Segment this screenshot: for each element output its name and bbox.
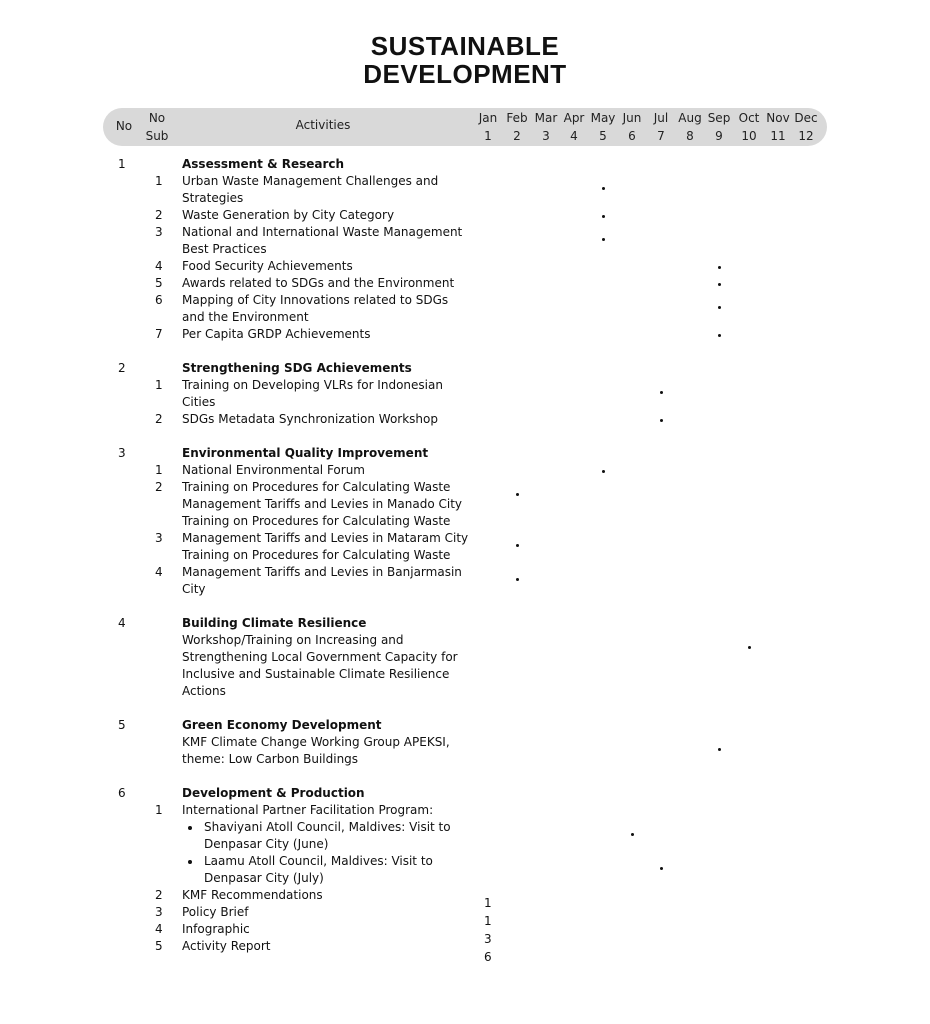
jan-column-value: 6: [484, 950, 492, 964]
schedule-marker: [602, 215, 605, 218]
month-header-name: Feb: [506, 111, 528, 125]
schedule-marker: [631, 833, 634, 836]
activity-text: National Environmental Forum: [182, 463, 365, 477]
bullet-point: [188, 826, 192, 830]
schedule-marker: [718, 306, 721, 309]
section-title: Development & Production: [182, 786, 365, 800]
activity-text: Actions: [182, 684, 226, 698]
month-header-number: 7: [657, 129, 665, 143]
sub-number: 4: [155, 565, 163, 579]
month-header-number: 1: [484, 129, 492, 143]
schedule-marker: [718, 748, 721, 751]
month-header-number: 3: [542, 129, 550, 143]
month-header-name: May: [590, 111, 616, 125]
section-number: 1: [118, 157, 126, 171]
sub-number: 1: [155, 378, 163, 392]
sub-number: 3: [155, 225, 163, 239]
sub-number: 6: [155, 293, 163, 307]
activity-text: theme: Low Carbon Buildings: [182, 752, 359, 766]
sub-number: 5: [155, 276, 163, 290]
activity-text: Training on Procedures for Calculating Waste: [182, 514, 451, 528]
schedule-marker: [718, 283, 721, 286]
month-header-name: Sep: [707, 111, 731, 125]
section-title: Building Climate Resilience: [182, 616, 367, 630]
activity-text: National and International Waste Management: [182, 225, 463, 239]
activity-text: Mapping of City Innovations related to SDGs: [182, 293, 449, 307]
schedule-marker: [516, 544, 519, 547]
month-header-number: 8: [686, 129, 694, 143]
month-header-name: Jul: [653, 111, 669, 125]
month-header-name: Apr: [563, 111, 585, 125]
header-activities: Activities: [295, 118, 351, 132]
month-header-number: 9: [715, 129, 723, 143]
activity-text: Training on Procedures for Calculating Waste: [182, 548, 451, 562]
activity-text: KMF Recommendations: [182, 888, 323, 902]
sub-number: 3: [155, 531, 163, 545]
sub-number: 2: [155, 412, 163, 426]
sub-number: 2: [155, 208, 163, 222]
activity-text: City: [182, 582, 206, 596]
activity-text: Waste Generation by City Category: [182, 208, 395, 222]
section-number: 5: [118, 718, 126, 732]
jan-column-value: 1: [484, 896, 492, 910]
activity-text: Strengthening Local Government Capacity for: [182, 650, 458, 664]
schedule-marker: [602, 187, 605, 190]
month-header-name: Oct: [738, 111, 760, 125]
section-title: Environmental Quality Improvement: [182, 446, 429, 460]
activity-text: Food Security Achievements: [182, 259, 353, 273]
schedule-marker: [718, 334, 721, 337]
schedule-marker: [718, 266, 721, 269]
bullet-point: [188, 860, 192, 864]
section-number: 2: [118, 361, 126, 375]
section-number: 3: [118, 446, 126, 460]
month-header-number: 6: [628, 129, 636, 143]
activity-text: Urban Waste Management Challenges and: [182, 174, 439, 188]
sub-number: 3: [155, 905, 163, 919]
schedule-marker: [660, 419, 663, 422]
activity-text: Shaviyani Atoll Council, Maldives: Visit to: [204, 820, 451, 834]
section-number: 4: [118, 616, 126, 630]
activity-text: Activity Report: [182, 939, 271, 953]
sub-number: 1: [155, 463, 163, 477]
activity-text: Management Tariffs and Levies in Banjarmasin: [182, 565, 462, 579]
jan-column-value: 3: [484, 932, 492, 946]
activity-text: Infographic: [182, 922, 250, 936]
sub-number: 1: [155, 803, 163, 817]
header-no-sub-bottom: Sub: [145, 129, 169, 143]
activity-text: Denpasar City (July): [204, 871, 324, 885]
month-header-name: Jun: [622, 111, 642, 125]
month-header-name: Aug: [678, 111, 702, 125]
activity-text: Management Tariffs and Levies in Mataram City: [182, 531, 469, 545]
section-number: 6: [118, 786, 126, 800]
month-header-name: Nov: [766, 111, 790, 125]
activity-text: Inclusive and Sustainable Climate Resilience: [182, 667, 450, 681]
schedule-marker: [660, 867, 663, 870]
section-title: Assessment & Research: [182, 157, 345, 171]
month-header-number: 10: [741, 129, 757, 143]
month-header-number: 12: [798, 129, 814, 143]
activity-text: Best Practices: [182, 242, 267, 256]
section-title: Green Economy Development: [182, 718, 382, 732]
page-title-line-2: DEVELOPMENT: [363, 59, 567, 89]
schedule-marker: [748, 646, 751, 649]
jan-column-value: 1: [484, 914, 492, 928]
activity-text: Laamu Atoll Council, Maldives: Visit to: [204, 854, 433, 868]
month-header-number: 4: [570, 129, 578, 143]
month-header-number: 11: [770, 129, 786, 143]
schedule-marker: [602, 470, 605, 473]
sub-number: 5: [155, 939, 163, 953]
activity-text: Cities: [182, 395, 216, 409]
schedule-marker: [516, 578, 519, 581]
schedule-marker: [516, 493, 519, 496]
activity-text: Strategies: [182, 191, 244, 205]
sub-number: 2: [155, 480, 163, 494]
section-title: Strengthening SDG Achievements: [182, 361, 412, 375]
sub-number: 1: [155, 174, 163, 188]
activity-text: Per Capita GRDP Achievements: [182, 327, 371, 341]
activity-text: Training on Procedures for Calculating Waste: [182, 480, 451, 494]
activity-text: Training on Developing VLRs for Indonesian: [182, 378, 443, 392]
schedule-marker: [602, 238, 605, 241]
activity-text: KMF Climate Change Working Group APEKSI,: [182, 735, 450, 749]
activity-text: SDGs Metadata Synchronization Workshop: [182, 412, 438, 426]
activity-text: Policy Brief: [182, 905, 249, 919]
month-header-number: 2: [513, 129, 521, 143]
activity-text: Workshop/Training on Increasing and: [182, 633, 404, 647]
activity-text: and the Environment: [182, 310, 309, 324]
page-title-line-1: SUSTAINABLE: [370, 31, 560, 61]
activity-text: Denpasar City (June): [204, 837, 329, 851]
activity-text: Management Tariffs and Levies in Manado City: [182, 497, 463, 511]
header-no: No: [115, 119, 133, 133]
activity-text: Awards related to SDGs and the Environment: [182, 276, 455, 290]
activity-text: International Partner Facilitation Program:: [182, 803, 434, 817]
sub-number: 2: [155, 888, 163, 902]
month-header-number: 5: [599, 129, 607, 143]
month-header-name: Dec: [794, 111, 818, 125]
month-header-name: Mar: [534, 111, 558, 125]
sub-number: 7: [155, 327, 163, 341]
month-header-name: Jan: [478, 111, 498, 125]
header-no-sub-top: No: [148, 111, 166, 125]
sub-number: 4: [155, 259, 163, 273]
schedule-marker: [660, 391, 663, 394]
sub-number: 4: [155, 922, 163, 936]
